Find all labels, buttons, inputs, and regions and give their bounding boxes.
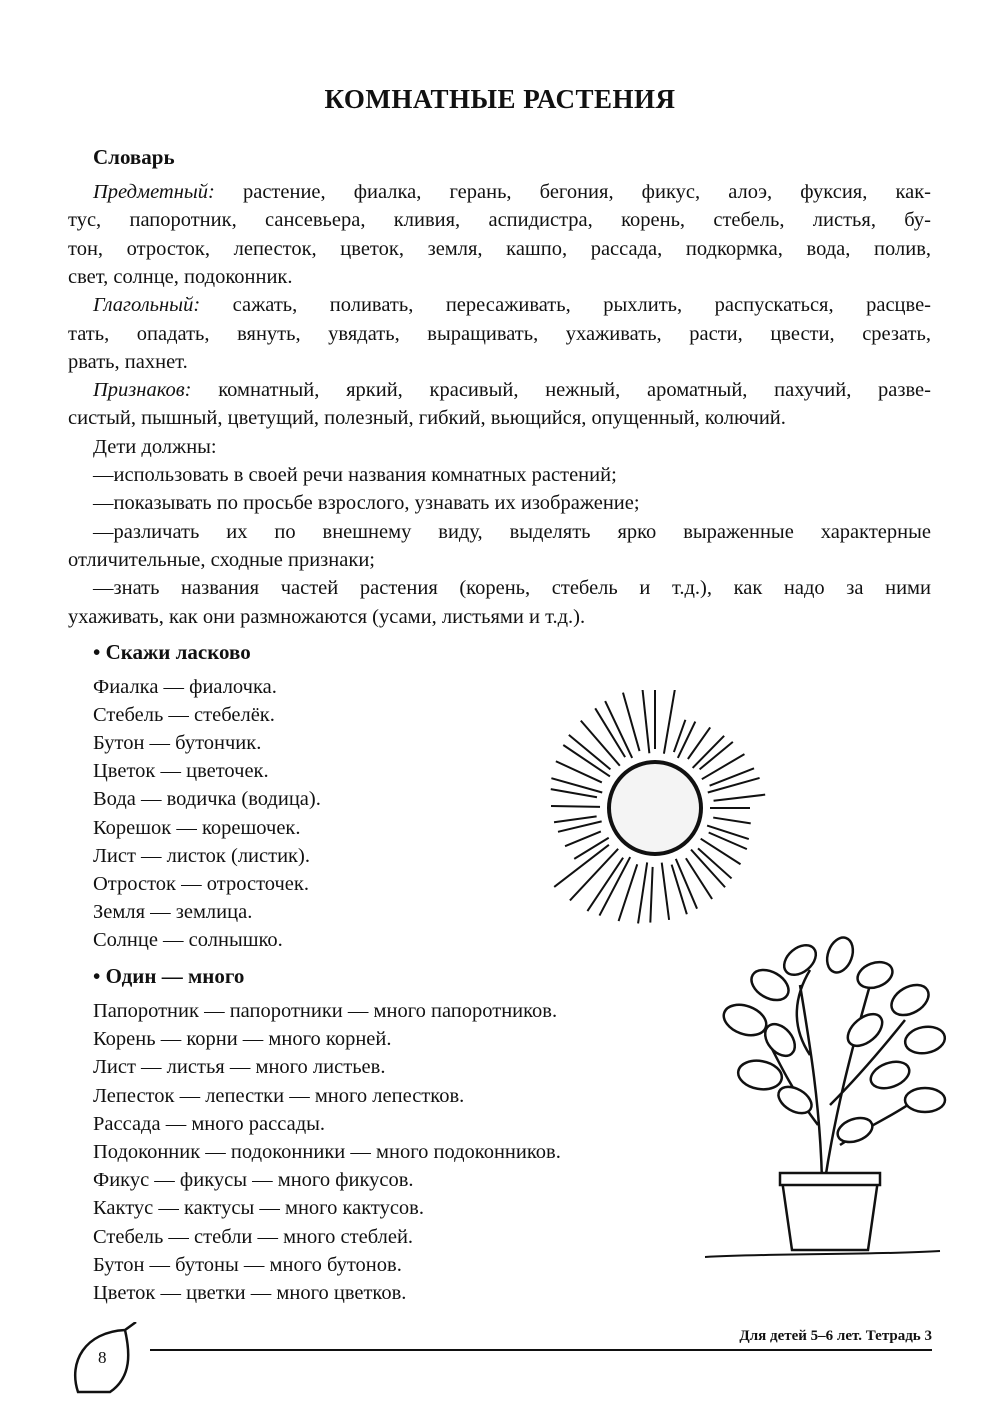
line-text: сажать, поливать, пересаживать, рыхлить, распускаться, расцве- [200, 294, 931, 317]
list-item [93, 997, 931, 1025]
line-text: рвать, пахнет. [68, 350, 188, 373]
line-text: Корень — корни — много корней. [93, 1028, 392, 1051]
list-item [93, 1166, 931, 1194]
category-label: Глагольный: [93, 294, 201, 317]
goal-line [68, 603, 931, 631]
vocabulary-line [93, 178, 931, 206]
footer-caption: Для детей 5–6 лет. Тетрадь 3 [739, 1328, 932, 1344]
goal-line [93, 518, 931, 546]
line-text: —различать их по внешнему виду, выделять ярко выраженные характерные [93, 520, 931, 543]
category-label: Признаков: [93, 379, 192, 402]
line-text: Цветок — цветки — много цветков. [93, 1282, 407, 1304]
goal-line [93, 489, 931, 517]
page-number: 8 [98, 1348, 107, 1367]
line-text: —использовать в своей речи названия комнатных растений; [93, 464, 617, 486]
list-item [93, 729, 931, 757]
line-text: тон, отросток, лепесток, цветок, земля, кашпо, рассада, подкормка, вода, полив, [68, 237, 931, 260]
list-item [93, 701, 931, 729]
line-text: Вода — водичка (водица). [93, 788, 321, 811]
vocabulary-line [68, 206, 931, 234]
vocabulary-line [68, 348, 931, 376]
list-item [93, 1053, 931, 1081]
line-text: Солнце — солнышко. [93, 928, 283, 951]
line-text: Рассада — много рассады. [93, 1112, 326, 1135]
category-label: Предметный: [93, 181, 215, 203]
line-text: Лист — листок (листик). [93, 844, 310, 867]
list-item [93, 1251, 931, 1279]
line-text: отличительные, сходные признаки; [68, 548, 375, 571]
line-text: Цветок — цветочек. [93, 760, 269, 783]
goal-line [93, 461, 931, 489]
goal-line [93, 574, 931, 602]
list-item [93, 1138, 931, 1166]
line-text: Стебель — стебли — много стеблей. [93, 1225, 414, 1248]
line-text: Стебель — стебелёк. [93, 704, 275, 727]
line-text: тус, папоротник, сансевьера, кливия, аспидистра, корень, стебель, листья, бу- [68, 209, 931, 232]
line-text: Корешок — корешочек. [93, 816, 301, 839]
list-item [93, 1223, 931, 1251]
line-text: Лист — листья — много листьев. [93, 1056, 386, 1079]
line-text: Подоконник — подоконники — много подоконников. [93, 1141, 561, 1163]
line-text: Фиалка — фиалочка. [93, 676, 277, 698]
vocabulary-line [68, 404, 931, 432]
line-text: Фикус — фикусы — много фикусов. [93, 1169, 414, 1192]
vocabulary-line [68, 235, 931, 263]
page-title: КОМНАТНЫЕ РАСТЕНИЯ [324, 84, 676, 114]
vocabulary-line [68, 263, 931, 291]
list-item [93, 926, 931, 954]
list-item [93, 1082, 931, 1110]
list-item [93, 785, 931, 813]
line-text: Земля — землица. [93, 900, 253, 923]
list-item [93, 1025, 931, 1053]
list-item [93, 1279, 931, 1307]
line-text: Папоротник — папоротники — много папоротников. [93, 1000, 558, 1022]
list-item [93, 1194, 931, 1222]
list-item [93, 673, 931, 701]
list-item [93, 870, 931, 898]
line-text: Дети должны: [93, 435, 217, 458]
line-text: Бутон — бутончик. [93, 732, 262, 755]
section-say-kindly-heading: • Скажи ласково [93, 640, 251, 664]
footer-divider [150, 1349, 932, 1351]
list-item [93, 842, 931, 870]
line-text: комнатный, яркий, красивый, нежный, ароматный, пахучий, разве- [191, 379, 931, 402]
dictionary-heading: Словарь [93, 145, 175, 169]
line-text: Бутон — бутоны — много бутонов. [93, 1253, 402, 1276]
line-text: свет, солнце, подоконник. [68, 265, 293, 288]
section-one-many-heading: • Один — много [93, 964, 245, 988]
list-item [93, 814, 931, 842]
vocabulary-line [68, 320, 931, 348]
list-item [93, 1110, 931, 1138]
line-text: Лепесток — лепестки — много лепестков. [93, 1084, 465, 1107]
goal-line [68, 546, 931, 574]
vocabulary-line [93, 376, 931, 404]
line-text: Кактус — кактусы — много кактусов. [93, 1197, 424, 1220]
line-text: ухаживать, как они размножаются (усами, листьями и т.д.). [68, 605, 586, 628]
line-text: Отросток — отросточек. [93, 872, 309, 895]
line-text: систый, пышный, цветущий, полезный, гибкий, вьющийся, опущенный, колючий. [68, 407, 786, 430]
list-item [93, 898, 931, 926]
line-text: растение, фиалка, герань, бегония, фикус, алоэ, фуксия, как- [214, 181, 931, 203]
list-item [93, 757, 931, 785]
vocabulary-line [93, 291, 931, 319]
line-text: —показывать по просьбе взрослого, узнавать их изображение; [93, 492, 640, 515]
goals-intro [93, 433, 931, 461]
line-text: —знать названия частей растения (корень, стебель и т.д.), как надо за ними [93, 577, 931, 600]
leaf-page-number-icon [70, 1322, 145, 1397]
line-text: тать, опадать, вянуть, увядать, выращивать, ухаживать, расти, цвести, срезать, [68, 322, 931, 345]
